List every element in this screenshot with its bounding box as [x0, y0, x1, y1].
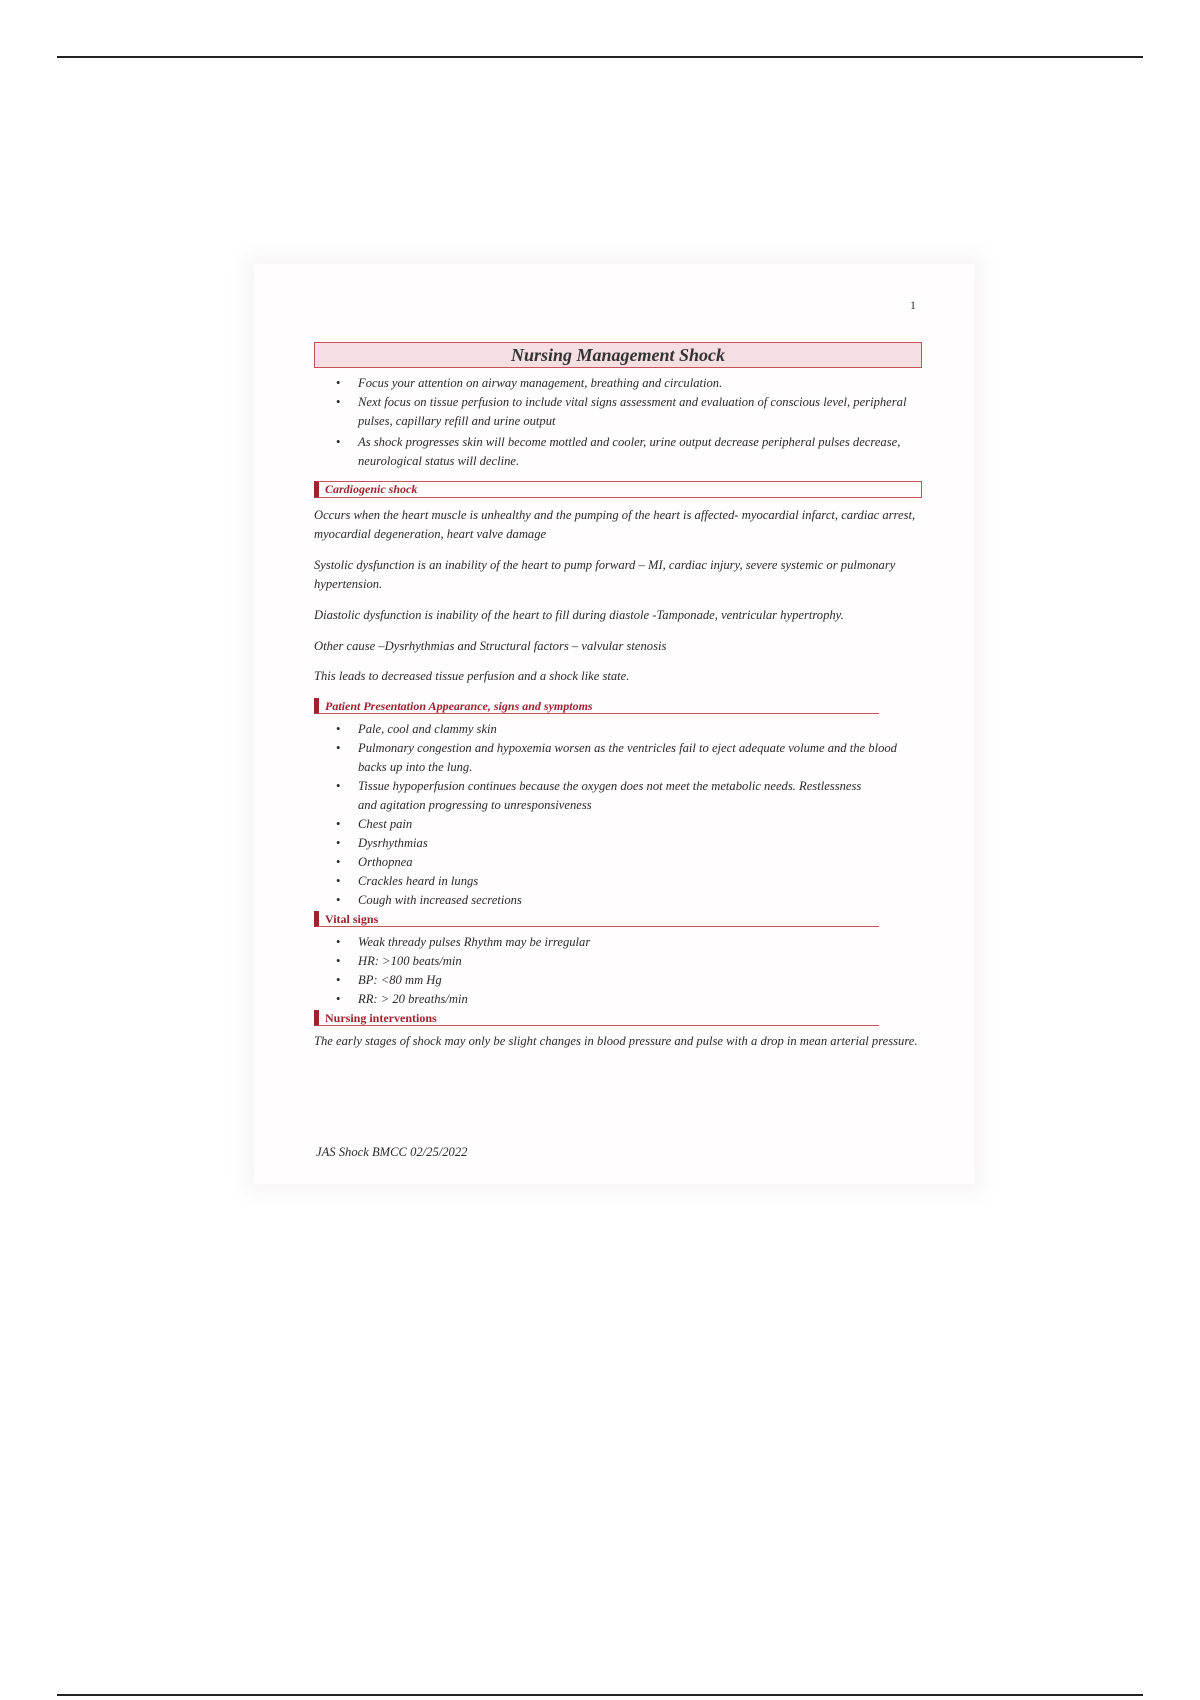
paragraph: Diastolic dysfunction is inability of the heart to fill during diastole -Tamponade, ventricular hypertrophy. [314, 608, 844, 622]
list-item: • Weak thready pulses Rhythm may be irregular [314, 933, 922, 952]
list-item: • RR: > 20 breaths/min [314, 990, 922, 1009]
paragraph: Other cause –Dysrhythmias and Structural factors – valvular stenosis [314, 639, 667, 653]
list-item: • Next focus on tissue perfusion to include vital signs assessment and evaluation of conscious level, peripheral pulses, capillary refill and urine output [314, 393, 922, 431]
top-rule [57, 56, 1143, 58]
list-item: • Tissue hypoperfusion continues because the oxygen does not meet the metabolic needs. Restlessness and agitation progressing to unresponsiveness [314, 777, 922, 815]
list-item: • Pale, cool and clammy skin [314, 720, 922, 739]
intro-list [314, 374, 922, 471]
list-item: • Pulmonary congestion and hypoxemia worsen as the ventricles fail to eject adequate volume and the blood backs up into the lung. [314, 739, 922, 777]
list-item: • Chest pain [314, 815, 922, 834]
bottom-rule [57, 1694, 1143, 1696]
list-item: • BP: <80 mm Hg [314, 971, 922, 990]
document-footer: JAS Shock BMCC 02/25/2022 [316, 1145, 468, 1159]
document-content [314, 342, 922, 1051]
section-heading-cardiogenic: Cardiogenic shock [314, 481, 922, 498]
list-item: • Cough with increased secretions [314, 891, 922, 910]
presentation-list [314, 720, 922, 910]
paragraph: This leads to decreased tissue perfusion and a shock like state. [314, 669, 630, 683]
list-item: • As shock progresses skin will become mottled and cooler, urine output decrease peripheral pulses decrease, neurological status will decline. [314, 433, 922, 471]
paragraph: The early stages of shock may only be slight changes in blood pressure and pulse with a drop in mean arterial pressure. [314, 1034, 918, 1048]
document-title: Nursing Management Shock [314, 342, 922, 368]
list-item: • Crackles heard in lungs [314, 872, 922, 891]
page-number: 1 [910, 298, 916, 312]
list-item: • Focus your attention on airway management, breathing and circulation. [314, 374, 922, 393]
section-heading-vitals: Vital signs [314, 911, 879, 927]
paragraph: Systolic dysfunction is an inability of the heart to pump forward – MI, cardiac injury, severe systemic or pulmonary hypertension. [314, 558, 896, 591]
section-heading-interventions: Nursing interventions [314, 1010, 879, 1026]
list-item: • Orthopnea [314, 853, 922, 872]
vitals-list [314, 933, 922, 1009]
list-item: • Dysrhythmias [314, 834, 922, 853]
paragraph: Occurs when the heart muscle is unhealthy and the pumping of the heart is affected- myocardial infarct, cardiac arrest, myocardial degeneration, heart valve damage [314, 508, 916, 541]
section-heading-presentation: Patient Presentation Appearance, signs and symptoms [314, 698, 879, 714]
list-item: • HR: >100 beats/min [314, 952, 922, 971]
